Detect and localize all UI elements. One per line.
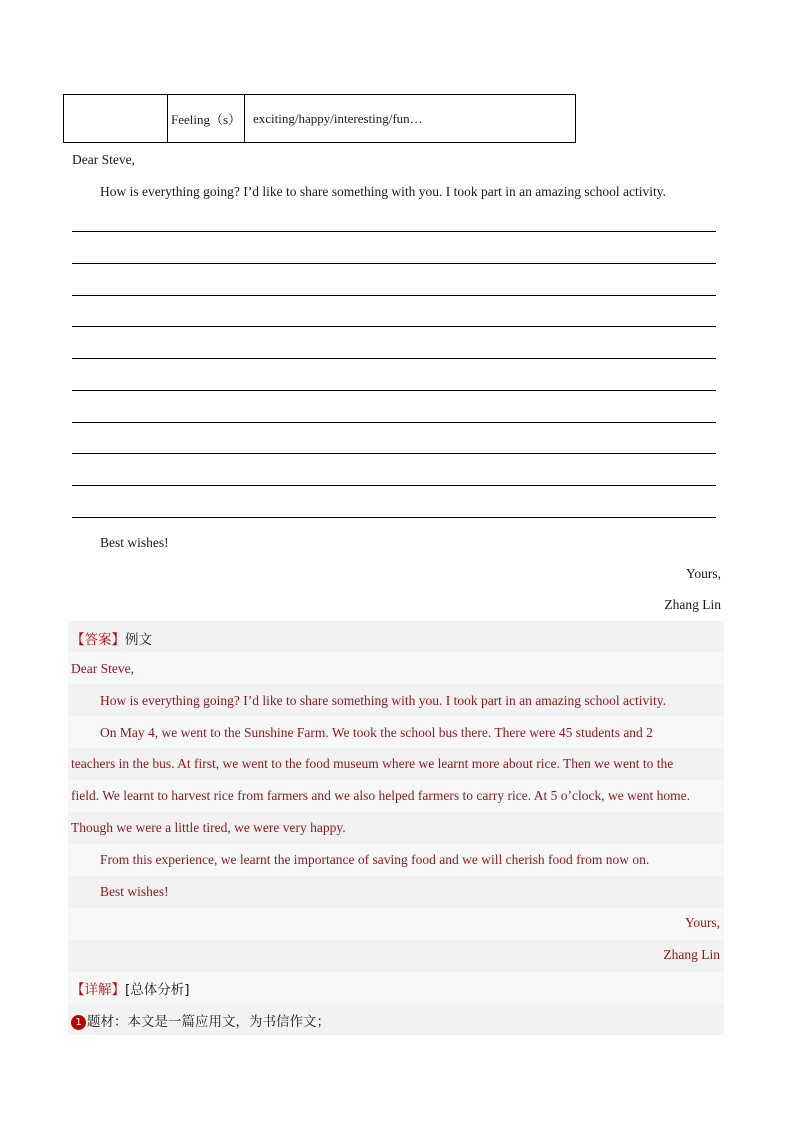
answer-heading-text: 例文: [125, 632, 152, 648]
letter-name: Zhang Lin: [664, 597, 721, 612]
answer-line: From this experience, we learnt the importance of saving food and we will cherish food from now on.: [100, 852, 650, 867]
answer-line: field. We learnt to harvest rice from farmers and we also helped farmers to carry rice. At 5 o’clock, we went home.: [71, 788, 691, 803]
detail-label: 【详解】: [71, 982, 125, 998]
table-row: [64, 95, 576, 143]
number-badge: 1: [71, 1015, 86, 1030]
writing-line: [72, 453, 716, 454]
detail-item: [71, 1010, 330, 1030]
answer-line: How is everything going? I’d like to share something with you. I took part in an amazing school activity.: [100, 693, 667, 708]
answer-line: teachers in the bus. At first, we went to the food museum where we learnt more about rice. Then we went to the: [71, 756, 674, 771]
writing-line: [72, 422, 716, 423]
answer-band: [68, 908, 724, 940]
letter-closing: Best wishes!: [100, 535, 169, 550]
answer-line: Though we were a little tired, we were very happy.: [71, 820, 346, 835]
writing-line: [72, 517, 716, 518]
answer-line: On May 4, we went to the Sunshine Farm. We took the school bus there. There were 45 students and 2: [100, 725, 653, 740]
info-table: [63, 94, 576, 143]
answer-name: Zhang Lin: [663, 947, 720, 962]
letter-greeting: Dear Steve,: [72, 152, 135, 167]
answer-line: Best wishes!: [100, 884, 169, 899]
answer-heading: [71, 628, 152, 648]
answer-signoff: Yours,: [684, 915, 720, 930]
detail-heading-text: [总体分析]: [125, 982, 190, 998]
detail-heading: [71, 978, 190, 998]
table-cell-empty: [64, 95, 168, 143]
writing-line: [72, 263, 716, 264]
writing-line: [72, 390, 716, 391]
letter-signoff: Yours,: [685, 566, 721, 581]
answer-label: 【答案】: [71, 632, 125, 648]
writing-line: [72, 485, 716, 486]
table-cell-label: Feeling（s）: [168, 95, 245, 143]
answer-band: [68, 652, 724, 684]
answer-band: [68, 621, 724, 652]
table-cell-value: exciting/happy/interesting/fun…: [245, 95, 576, 143]
answer-band: [68, 940, 724, 972]
letter-opening: How is everything going? I’d like to share something with you. I took part in an amazing school activity.: [100, 184, 667, 199]
writing-line: [72, 295, 716, 296]
writing-line: [72, 231, 716, 232]
answer-block: [68, 621, 724, 1035]
writing-line: [72, 358, 716, 359]
detail-item-text: 题材：本文是一篇应用文，为书信作文；: [87, 1014, 330, 1030]
writing-line: [72, 326, 716, 327]
answer-greeting: Dear Steve,: [71, 661, 134, 676]
